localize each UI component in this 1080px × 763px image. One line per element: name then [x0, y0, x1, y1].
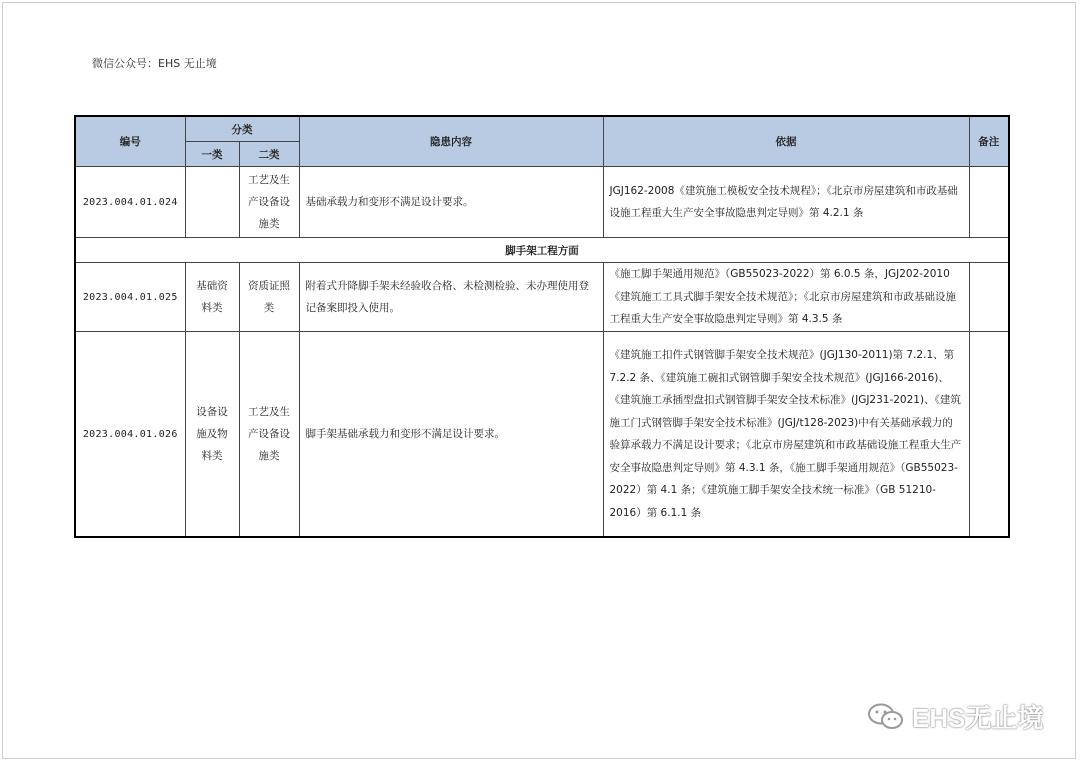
row-cat1: 设备设施及物料类	[185, 332, 239, 538]
table-row	[75, 332, 1009, 538]
header-remark: 备注	[969, 116, 1009, 167]
header-basis: 依据	[603, 116, 969, 167]
header-category: 分类	[185, 116, 299, 142]
row-basis: 《建筑施工扣件式钢管脚手架安全技术规范》(JGJ130-2011)第 7.2.1、第 7.2.2 条、《建筑施工碗扣式钢管脚手架安全技术规范》(JGJ166-2016)、《建筑施工承插型盘扣式钢管脚手架安全技术标准》(JGJ231-2021)、《建筑施工门式钢管脚手架安全技术标准》(JGJ/t128-2023)中有关基础承载力的验算承载力不满足设计要求；《北京市房屋建筑和市政基础设施工程重大生产安全事故隐患判定导则》第 4.3.1 条，《施工脚手架通用规范》（GB55023-2022）第 4.1 条；《建筑施工脚手架安全技术统一标准》（GB 51210-2016）第 6.1.1 条	[603, 332, 969, 538]
row-cat2: 工艺及生产设备设施类	[239, 332, 299, 538]
row-remark	[969, 263, 1009, 332]
header-text: 微信公众号：EHS 无止境	[92, 57, 217, 70]
watermark-text: EHS无止境	[912, 703, 1044, 733]
row-cat2: 资质证照类	[239, 263, 299, 332]
table-header-row	[75, 116, 1009, 142]
row-number: 2023.004.01.024	[75, 167, 185, 238]
row-basis: 《施工脚手架通用规范》（GB55023-2022）第 6.0.5 条，JGJ202-2010《建筑施工工具式脚手架安全技术规范》；《北京市房屋建筑和市政基础设施工程重大生产安全事故隐患判定导则》第 4.3.5 条	[603, 263, 969, 332]
header-hazard: 隐患内容	[299, 116, 603, 167]
row-remark	[969, 167, 1009, 238]
header-cat1: 一类	[185, 142, 239, 167]
row-basis: JGJ162-2008《建筑施工模板安全技术规程》；《北京市房屋建筑和市政基础设施工程重大生产安全事故隐患判定导则》第 4.2.1 条	[603, 167, 969, 238]
table-row	[75, 167, 1009, 238]
row-hazard: 附着式升降脚手架未经验收合格、未检测检验、未办理使用登记备案即投入使用。	[299, 263, 603, 332]
row-remark	[969, 332, 1009, 538]
row-cat1	[185, 167, 239, 238]
header-cat2: 二类	[239, 142, 299, 167]
section-row	[75, 238, 1009, 263]
row-number: 2023.004.01.025	[75, 263, 185, 332]
hazard-table	[74, 115, 1010, 538]
header-number: 编号	[75, 116, 185, 167]
row-cat1: 基础资料类	[185, 263, 239, 332]
section-title: 脚手架工程方面	[75, 238, 1009, 263]
row-hazard: 脚手架基础承载力和变形不满足设计要求。	[299, 332, 603, 538]
watermark	[866, 698, 1043, 735]
row-cat2: 工艺及生产设备设施类	[239, 167, 299, 238]
wechat-icon	[866, 702, 906, 732]
table-row	[75, 263, 1009, 332]
row-hazard: 基础承载力和变形不满足设计要求。	[299, 167, 603, 238]
row-number: 2023.004.01.026	[75, 332, 185, 538]
